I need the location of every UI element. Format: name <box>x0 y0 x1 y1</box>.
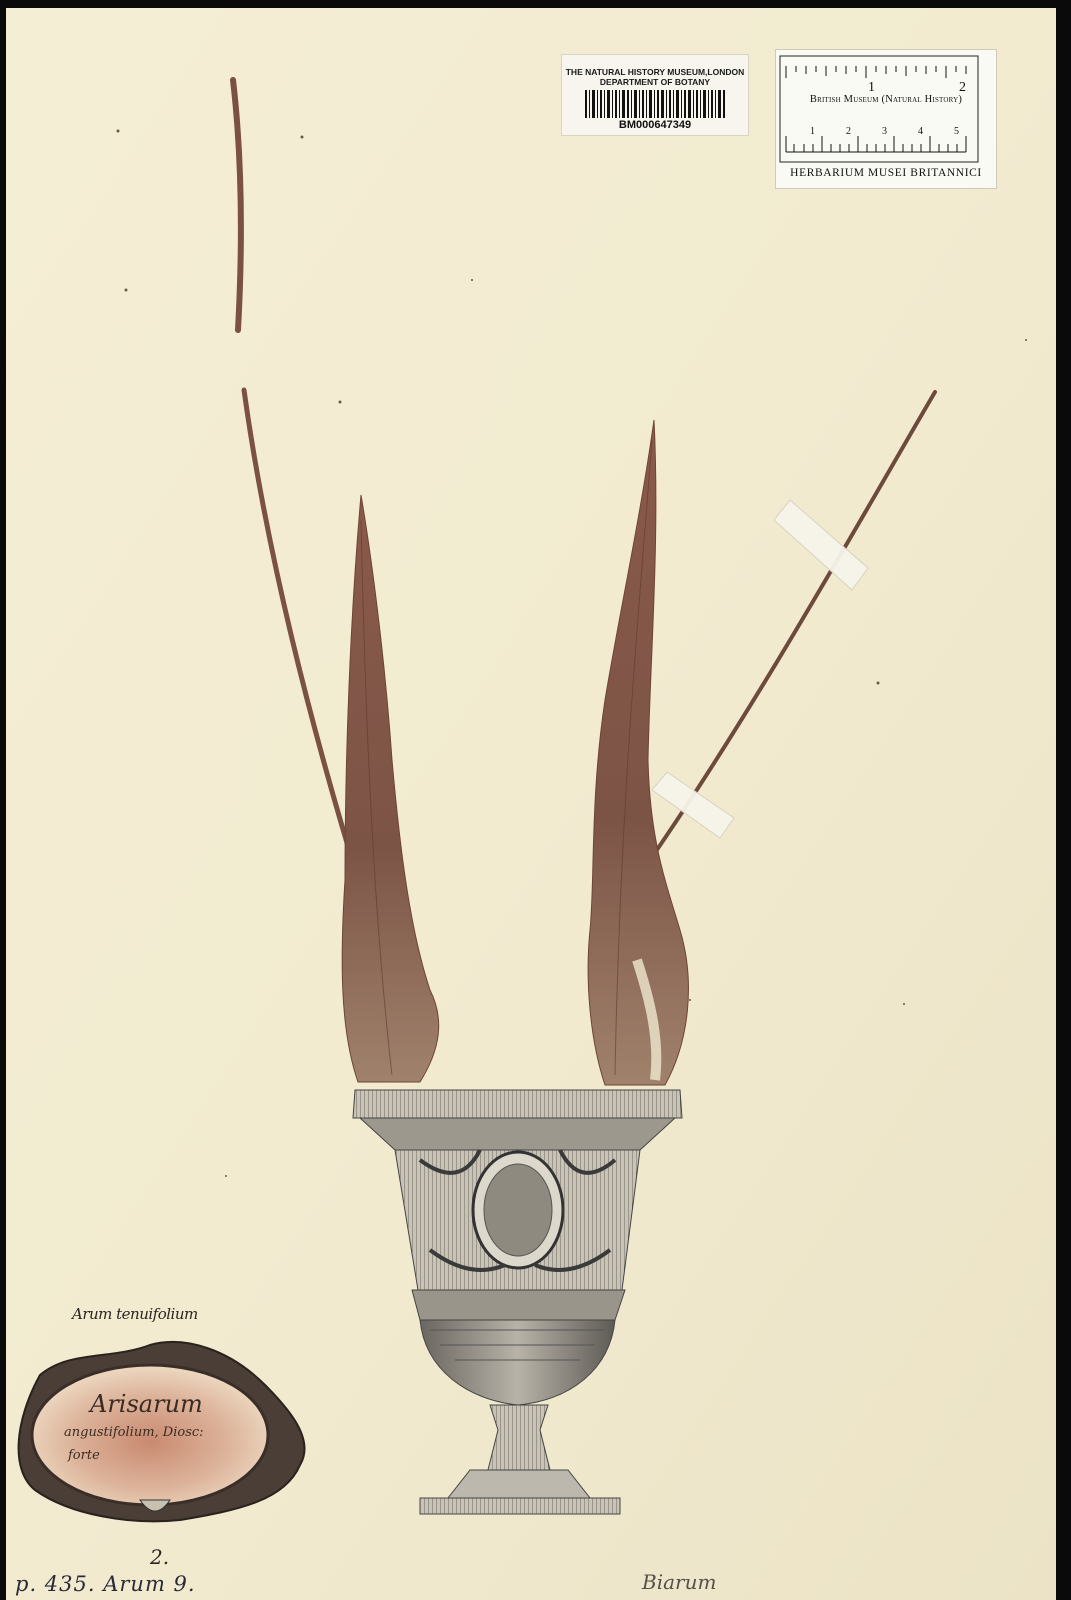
sheet-number: 2. <box>150 1545 170 1569</box>
inch-mark-2: 2 <box>959 80 966 95</box>
barcode-label <box>562 55 748 135</box>
ruler-herbarium-name: HERBARIUM MUSEI BRITANNICI <box>790 167 982 179</box>
inch-mark-1: 1 <box>868 80 875 95</box>
reference-note: p. 435. Arum 9. <box>15 1572 196 1596</box>
ruler-museum-name: British Museum (Natural History) <box>809 94 963 105</box>
cartouche-line3: forte <box>68 1448 100 1463</box>
barcode-label-line2: DEPARTMENT OF BOTANY <box>599 77 711 87</box>
barcode-graphic <box>585 90 725 118</box>
genus-pencil-note: Biarum <box>642 1570 717 1594</box>
cartouche-line2: angustifolium, Diosc: <box>64 1425 204 1440</box>
cm-mark-2: 2 <box>846 126 851 137</box>
barcode-id: BM000647349 <box>618 119 692 131</box>
cartouche-title: Arisarum <box>90 1390 203 1418</box>
species-handwritten: Arum tenuifolium <box>72 1305 198 1323</box>
cm-mark-4: 4 <box>918 126 923 137</box>
cm-mark-5: 5 <box>954 126 959 137</box>
cm-mark-3: 3 <box>882 126 887 137</box>
barcode-label-line1: THE NATURAL HISTORY MUSEUM,LONDON <box>565 67 745 77</box>
cm-mark-1: 1 <box>810 126 815 137</box>
scale-ruler-label <box>776 50 996 188</box>
